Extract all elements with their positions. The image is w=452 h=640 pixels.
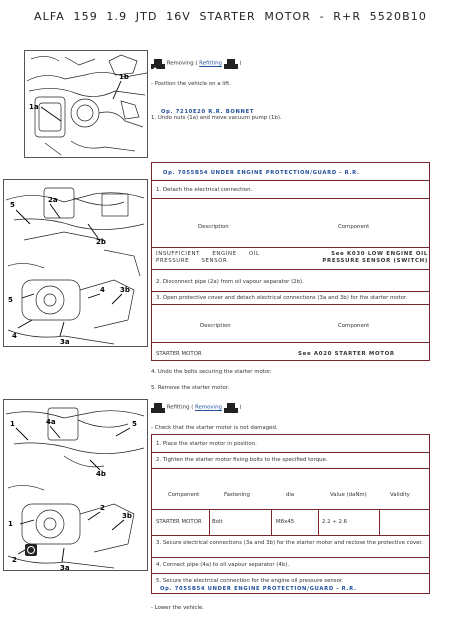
op-box-guard (151, 162, 430, 361)
table3-header-dia: dia (286, 492, 295, 498)
figure-label: 2b (96, 238, 106, 246)
step-undo-nuts: 1. Undo nuts (1a) and move vacuum pump (1b). (151, 115, 282, 121)
table3-cell-component: STARTER MOTOR (156, 519, 202, 525)
removing-header: Removing ( Refitting ) (151, 57, 430, 71)
refitting-steps-box (151, 434, 430, 594)
table3-header-validity: Validity (390, 492, 410, 498)
figure-label: 4 (100, 286, 105, 294)
table2-cell-description: STARTER MOTOR (156, 351, 202, 357)
table3-cell-dia: M8x45 (276, 519, 295, 525)
op-link-under-guard[interactable]: Op. 7055B54 UNDER ENGINE PROTECTION/GUARD - R.R. (163, 170, 360, 176)
step-undo-bolts: 4. Undo the bolts securing the starter motor. (151, 369, 272, 375)
figure-label: 3a (60, 564, 70, 571)
figure-label: 1 (8, 520, 13, 528)
vehicle-lift-icon (224, 57, 238, 69)
step-check-starter: - Check that the starter motor is not damaged. (151, 425, 278, 431)
vehicle-lift-icon (151, 401, 165, 413)
table2-header-description: Description (200, 323, 231, 329)
figure-label: 3b (120, 286, 130, 294)
removing-link[interactable]: Removing (195, 404, 222, 411)
table3-cell-fastening: Bolt (212, 519, 223, 525)
table3-header-fastening: Fastening (224, 492, 250, 498)
page-title: ALFA 159 1.9 JTD 16V STARTER MOTOR - R+R 5520B10 (34, 10, 427, 23)
figure-label: 1a (29, 103, 39, 111)
figure-label: 4 (12, 332, 17, 340)
step-remove-starter: 5. Remove the starter motor. (151, 385, 230, 391)
table3-header-component: Component (168, 492, 200, 498)
figure-label: 5 (132, 420, 137, 428)
refitting-header: Refitting ( Removing ) (151, 401, 430, 415)
step-open-cover: 3. Open protective cover and detach electrical connections (3a and 3b) for the starter motor. (156, 295, 408, 301)
table3-cell-value: 2.2 ÷ 2.6 (322, 519, 348, 525)
figure-label: 3b (122, 512, 132, 520)
figure-starter-removal (3, 179, 148, 347)
figure-label: 2 (100, 504, 105, 512)
table1-cell-component[interactable]: See K030 LOW ENGINE OIL PRESSURE SENSOR (SWITCH) (322, 251, 428, 264)
figure-label: 1b (119, 73, 129, 81)
table2-header-component: Component (338, 323, 370, 329)
table1-header-component: Component (338, 224, 370, 230)
step-lift-vehicle: - Position the vehicle on a lift. (151, 81, 231, 87)
step-connect-pipe: 4. Connect pipe (4a) to oil vapour separator (4b). (156, 562, 290, 568)
figure-label: 2 (12, 556, 17, 564)
refitting-label: Refitting (166, 404, 190, 411)
figure-vacuum-pump (24, 50, 148, 158)
figure-label: 2a (48, 196, 58, 204)
op-link-under-guard-refit[interactable]: Op. 7055B54 UNDER ENGINE PROTECTION/GUARD - R.R. (160, 586, 357, 592)
figure-label: 4a (46, 418, 56, 426)
figure-label: 4b (96, 470, 106, 478)
step-disconnect-pipe: 2. Disconnect pipe (2a) from oil vapour separator (2b). (156, 279, 304, 285)
info-circle-icon (25, 544, 37, 556)
step-place-starter: 1. Place the starter motor in position. (156, 441, 257, 447)
table3-header-value: Value (daNm) (330, 492, 367, 498)
removing-label: Removing (166, 60, 194, 67)
op-link-bonnet[interactable]: Op. 7210E20 R.R. BONNET (161, 109, 255, 115)
vehicle-lift-icon (151, 57, 165, 69)
figure-label: 5 (8, 296, 13, 304)
figure-label: 3a (60, 338, 70, 346)
figure-label: 5 (10, 201, 15, 209)
step-detach-connection: 1. Detach the electrical connection. (156, 187, 253, 193)
table2-cell-component[interactable]: See A020 STARTER MOTOR (298, 351, 395, 357)
table1-header-description: Description (198, 224, 229, 230)
refitting-link[interactable]: Refitting (199, 60, 222, 67)
step-secure-sensor: 5. Secure the electrical connection for the engine oil pressure sensor. (156, 578, 344, 584)
figure-label: 1 (10, 420, 15, 428)
vehicle-lift-icon (224, 401, 238, 413)
step-lower-vehicle: - Lower the vehicle. (151, 605, 204, 611)
table1-cell-description: INSUFFICIENT ENGINE OIL PRESSURE SENSOR (156, 251, 260, 264)
step-secure-connections: 3. Secure electrical connections (3a and 3b) for the starter motor and reclose the protective cover. (156, 540, 423, 546)
step-tighten-bolts: 2. Tighten the starter motor fixing bolts to the specified torque. (156, 457, 328, 463)
